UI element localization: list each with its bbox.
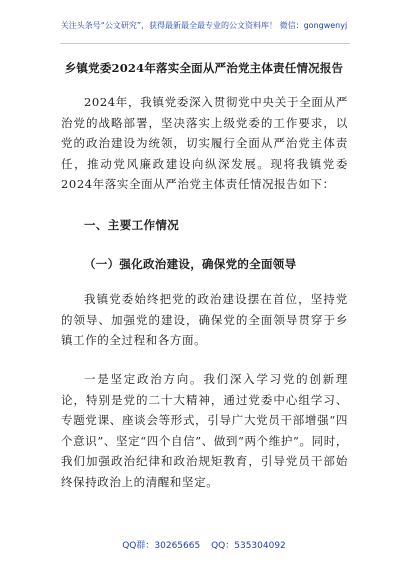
subsection-heading: （一）强化政治建设，确保党的全面领导 [84,257,297,271]
document-title: 乡镇党委2024年落实全面从严治党主体责任情况报告 [64,61,344,75]
body-paragraph-2: 一是坚定政治方向。我们深入学习党的创新理论，特别是党的二十大精神，通过党委中心组学习、专题党课、座谈会等形式，引导广大党员干部增强“四个意识”、坚定“四个自信”、做到“两个维护”。同时，我们加强政治纪律和政治规矩教育，引导党员干部始终保持政治上的清醒和坚定。 [61,372,348,489]
footer-qq-group: QQ群：30265665 [122,541,201,551]
header-banner: 关注头条号“公文研究”，获得最新最全最专业的公文资料库！ 微信：gongwenyj [60,21,348,30]
intro-paragraph: 2024年，我镇党委深入贯彻党中央关于全面从严治党的战略部署，坚决落实上级党委的工作要求，以党的政治建设为统领，切实履行全面从严治党主体责任，推动党风廉政建设向纵深发展。现将我镇党委2024年落实全面从严治党主体责任情况报告如下： [61,95,348,191]
footer-contact [0,538,408,551]
header-divider [60,43,350,44]
body-paragraph-1: 我镇党委始终把党的政治建设摆在首位，坚持党的领导、加强党的建设，确保党的全面领导贯穿于乡镇工作的全过程和各方面。 [61,292,348,347]
section-heading: 一、主要工作情况 [84,218,180,232]
footer-qq-number: QQ：535304092 [211,541,286,551]
